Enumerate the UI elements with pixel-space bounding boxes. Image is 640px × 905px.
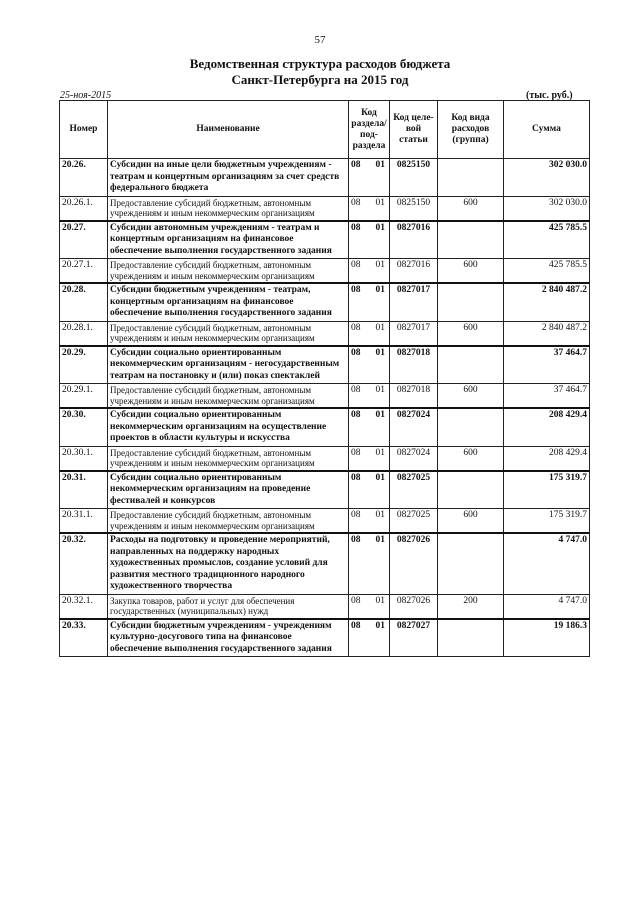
cell-name: Предоставление субсидий бюджетным, автономным учреждениям и иным некоммерческим организациям	[108, 446, 349, 471]
document-date: 25-ноя-2015	[60, 90, 112, 101]
subsection-code: 01	[375, 410, 385, 420]
cell-section	[349, 196, 390, 221]
cell-expense-type	[438, 619, 504, 657]
cell-name: Субсидии бюджетным учреждениям - учреждениям культурно-досугового типа на финансовое обеспечение выполнения государственного задания	[108, 619, 349, 657]
subsection-code: 01	[375, 385, 385, 395]
section-code: 08	[351, 620, 361, 631]
cell-target: 0827025	[390, 509, 438, 534]
subsection-code: 01	[375, 595, 385, 606]
cell-expense-type: 600	[438, 446, 504, 471]
cell-sum: 302 030.0	[504, 196, 590, 221]
header-sum: Сумма	[504, 101, 590, 159]
cell-target: 0827024	[390, 408, 438, 446]
cell-sum: 4 747.0	[504, 594, 590, 619]
cell-number: 20.31.	[60, 471, 108, 509]
cell-sum: 175 319.7	[504, 509, 590, 534]
cell-expense-type: 600	[438, 384, 504, 409]
section-code: 08	[351, 385, 361, 395]
section-code: 08	[351, 222, 361, 233]
page-number: 57	[314, 34, 326, 46]
table-row	[60, 159, 590, 197]
cell-expense-type: 600	[438, 196, 504, 221]
section-code: 08	[351, 510, 361, 520]
header-section: Код раздела/ под- раздела	[349, 101, 390, 159]
section-code: 08	[351, 160, 361, 170]
section-code: 08	[351, 595, 361, 606]
cell-target: 0827027	[390, 619, 438, 657]
subsection-code: 01	[375, 620, 385, 631]
cell-target: 0827016	[390, 221, 438, 259]
cell-sum: 425 785.5	[504, 259, 590, 284]
cell-section	[349, 509, 390, 534]
cell-name: Расходы на подготовку и проведение мероприятий, направленных на поддержку народных художественных промыслов, создание условий для развития местного традиционного народного художественного творчества	[108, 533, 349, 594]
table-row	[60, 321, 590, 346]
cell-name: Предоставление субсидий бюджетным, автономным учреждениям и иным некоммерческим организациям	[108, 384, 349, 409]
cell-sum: 208 429.4	[504, 408, 590, 446]
unit-label: (тыс. руб.)	[526, 90, 573, 101]
subsection-code: 01	[375, 285, 385, 295]
cell-number: 20.29.	[60, 346, 108, 384]
cell-target: 0827026	[390, 533, 438, 594]
cell-number: 20.32.1.	[60, 594, 108, 619]
budget-table	[59, 100, 590, 657]
table-row	[60, 533, 590, 594]
section-code: 08	[351, 260, 361, 270]
cell-target: 0827017	[390, 321, 438, 346]
table-row	[60, 619, 590, 657]
table-row	[60, 259, 590, 284]
cell-section	[349, 594, 390, 619]
cell-expense-type	[438, 283, 504, 321]
table-row	[60, 446, 590, 471]
cell-target: 0825150	[390, 196, 438, 221]
cell-section	[349, 259, 390, 284]
section-code: 08	[351, 322, 361, 333]
cell-name: Предоставление субсидий бюджетным, автономным учреждениям и иным некоммерческим организациям	[108, 321, 349, 346]
cell-expense-type	[438, 471, 504, 509]
cell-expense-type: 600	[438, 259, 504, 284]
cell-expense-type	[438, 159, 504, 197]
cell-sum: 4 747.0	[504, 533, 590, 594]
subsection-code: 01	[375, 197, 385, 208]
cell-sum: 208 429.4	[504, 446, 590, 471]
table-row	[60, 384, 590, 409]
subsection-code: 01	[375, 260, 385, 270]
cell-name: Предоставление субсидий бюджетным, автономным учреждениям и иным некоммерческим организациям	[108, 196, 349, 221]
cell-number: 20.33.	[60, 619, 108, 657]
cell-number: 20.28.1.	[60, 321, 108, 346]
cell-section	[349, 408, 390, 446]
section-code: 08	[351, 447, 361, 458]
table-header-row	[60, 101, 590, 159]
cell-section	[349, 446, 390, 471]
cell-sum: 19 186.3	[504, 619, 590, 657]
table-row	[60, 408, 590, 446]
cell-expense-type	[438, 346, 504, 384]
cell-name: Субсидии социально ориентированным некоммерческим организациям - негосударственным театрам на постановку и (или) показ спектаклей	[108, 346, 349, 384]
cell-target: 0827018	[390, 346, 438, 384]
document-title-line-2: Санкт-Петербурга на 2015 год	[231, 72, 409, 87]
cell-number: 20.26.1.	[60, 196, 108, 221]
cell-number: 20.27.1.	[60, 259, 108, 284]
cell-sum: 302 030.0	[504, 159, 590, 197]
cell-name: Субсидии социально ориентированным некоммерческим организациям на осуществление проектов в области культуры и искусства	[108, 408, 349, 446]
subsection-code: 01	[375, 222, 385, 233]
cell-expense-type: 600	[438, 509, 504, 534]
table-row	[60, 471, 590, 509]
cell-section	[349, 321, 390, 346]
table-row	[60, 196, 590, 221]
cell-number: 20.30.1.	[60, 446, 108, 471]
cell-section	[349, 384, 390, 409]
section-code: 08	[351, 285, 361, 295]
subsection-code: 01	[375, 447, 385, 458]
cell-section	[349, 533, 390, 594]
cell-number: 20.29.1.	[60, 384, 108, 409]
cell-number: 20.27.	[60, 221, 108, 259]
cell-number: 20.28.	[60, 283, 108, 321]
cell-target: 0827025	[390, 471, 438, 509]
table-row	[60, 509, 590, 534]
cell-number: 20.30.	[60, 408, 108, 446]
cell-target: 0827017	[390, 283, 438, 321]
cell-name: Субсидии бюджетным учреждениям - театрам, концертным организациям на финансовое обеспечение выполнения государственного задания	[108, 283, 349, 321]
cell-section	[349, 159, 390, 197]
cell-target: 0827018	[390, 384, 438, 409]
cell-name: Предоставление субсидий бюджетным, автономным учреждениям и иным некоммерческим организациям	[108, 509, 349, 534]
cell-target: 0827024	[390, 446, 438, 471]
cell-name: Субсидии на иные цели бюджетным учреждениям - театрам и концертным организациям за счет средств федерального бюджета	[108, 159, 349, 197]
section-code: 08	[351, 197, 361, 208]
cell-target: 0825150	[390, 159, 438, 197]
cell-section	[349, 283, 390, 321]
cell-section	[349, 471, 390, 509]
table-row	[60, 221, 590, 259]
cell-expense-type	[438, 221, 504, 259]
section-code: 08	[351, 472, 361, 483]
section-code: 08	[351, 535, 361, 545]
cell-sum: 2 840 487.2	[504, 283, 590, 321]
table-body	[60, 159, 590, 657]
cell-name: Субсидии автономным учреждениям - театрам и концертным организациям на финансовое обеспечение выполнения государственного задания	[108, 221, 349, 259]
cell-target: 0827016	[390, 259, 438, 284]
subsection-code: 01	[375, 510, 385, 520]
cell-section	[349, 346, 390, 384]
cell-expense-type: 200	[438, 594, 504, 619]
subsection-code: 01	[375, 347, 385, 358]
cell-expense-type	[438, 408, 504, 446]
subsection-code: 01	[375, 160, 385, 170]
subsection-code: 01	[375, 472, 385, 483]
cell-sum: 37 464.7	[504, 384, 590, 409]
cell-number: 20.26.	[60, 159, 108, 197]
table-row	[60, 283, 590, 321]
subsection-code: 01	[375, 322, 385, 333]
cell-sum: 425 785.5	[504, 221, 590, 259]
cell-expense-type: 600	[438, 321, 504, 346]
table-row	[60, 346, 590, 384]
section-code: 08	[351, 410, 361, 420]
cell-sum: 2 840 487.2	[504, 321, 590, 346]
header-expense-type: Код вида расходов (группа)	[438, 101, 504, 159]
header-number: Номер	[60, 101, 108, 159]
cell-name: Предоставление субсидий бюджетным, автономным учреждениям и иным некоммерческим организациям	[108, 259, 349, 284]
header-name: Наименование	[108, 101, 349, 159]
cell-name: Закупка товаров, работ и услуг для обеспечения государственных (муниципальных) нужд	[108, 594, 349, 619]
document-title-line-1: Ведомственная структура расходов бюджета	[189, 56, 451, 71]
subsection-code: 01	[375, 535, 385, 545]
cell-section	[349, 221, 390, 259]
cell-target: 0827026	[390, 594, 438, 619]
cell-name: Субсидии социально ориентированным некоммерческим организациям на проведение фестивалей и конкурсов	[108, 471, 349, 509]
cell-section	[349, 619, 390, 657]
cell-sum: 37 464.7	[504, 346, 590, 384]
section-code: 08	[351, 347, 361, 358]
table-row	[60, 594, 590, 619]
cell-number: 20.31.1.	[60, 509, 108, 534]
header-target: Код целе- вой статьи	[390, 101, 438, 159]
cell-number: 20.32.	[60, 533, 108, 594]
cell-expense-type	[438, 533, 504, 594]
cell-sum: 175 319.7	[504, 471, 590, 509]
